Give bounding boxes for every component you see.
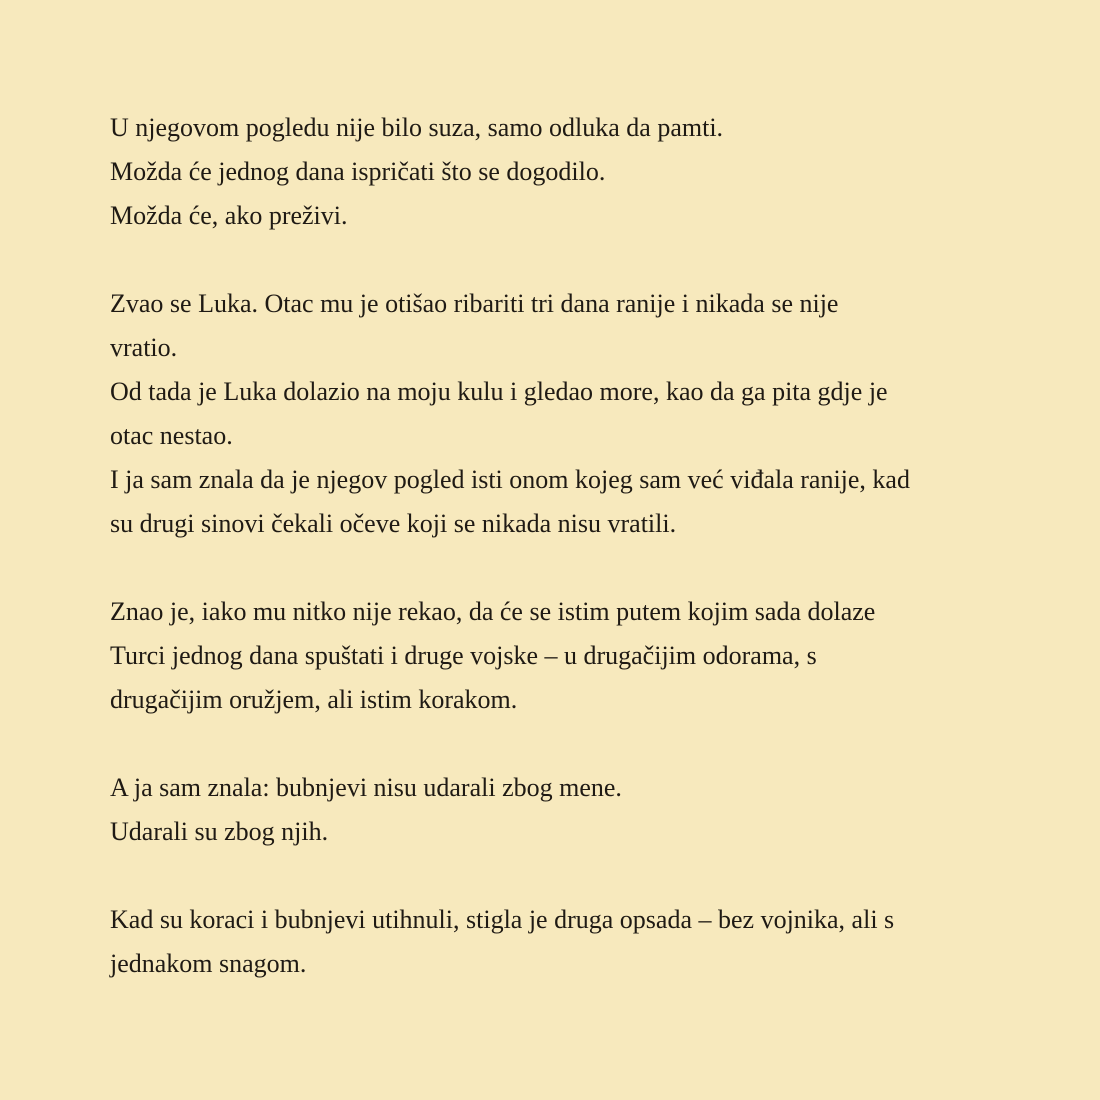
text-line: U njegovom pogledu nije bilo suza, samo odluka da pamti. — [110, 113, 724, 142]
text-line: Možda će, ako preživi. — [110, 201, 348, 230]
paragraph-5 — [110, 898, 1010, 986]
paragraph-2 — [110, 282, 1010, 546]
text-line: Možda će jednog dana ispričati što se dogodilo. — [110, 157, 606, 186]
text-line: su drugi sinovi čekali očeve koji se nikada nisu vratili. — [110, 509, 677, 538]
paragraph-3 — [110, 590, 1010, 722]
text-line: otac nestao. — [110, 421, 233, 450]
text-line: Turci jednog dana spuštati i druge vojske – u drugačijim odorama, s — [110, 641, 817, 670]
text-line: vratio. — [110, 333, 178, 362]
story-page — [110, 106, 1010, 1030]
text-line: Zvao se Luka. Otac mu je otišao ribariti tri dana ranije i nikada se nije — [110, 289, 839, 318]
text-line: drugačijim oružjem, ali istim korakom. — [110, 685, 518, 714]
paragraph-1 — [110, 106, 1010, 238]
text-line: I ja sam znala da je njegov pogled isti onom kojeg sam već viđala ranije, kad — [110, 465, 910, 494]
text-line: Kad su koraci i bubnjevi utihnuli, stigla je druga opsada – bez vojnika, ali s — [110, 905, 895, 934]
paragraph-4 — [110, 766, 1010, 854]
text-line: jednakom snagom. — [110, 949, 307, 978]
text-line: Od tada je Luka dolazio na moju kulu i gledao more, kao da ga pita gdje je — [110, 377, 888, 406]
text-line: Znao je, iako mu nitko nije rekao, da će se istim putem kojim sada dolaze — [110, 597, 876, 626]
text-line: Udarali su zbog njih. — [110, 817, 329, 846]
text-line: A ja sam znala: bubnjevi nisu udarali zbog mene. — [110, 773, 622, 802]
